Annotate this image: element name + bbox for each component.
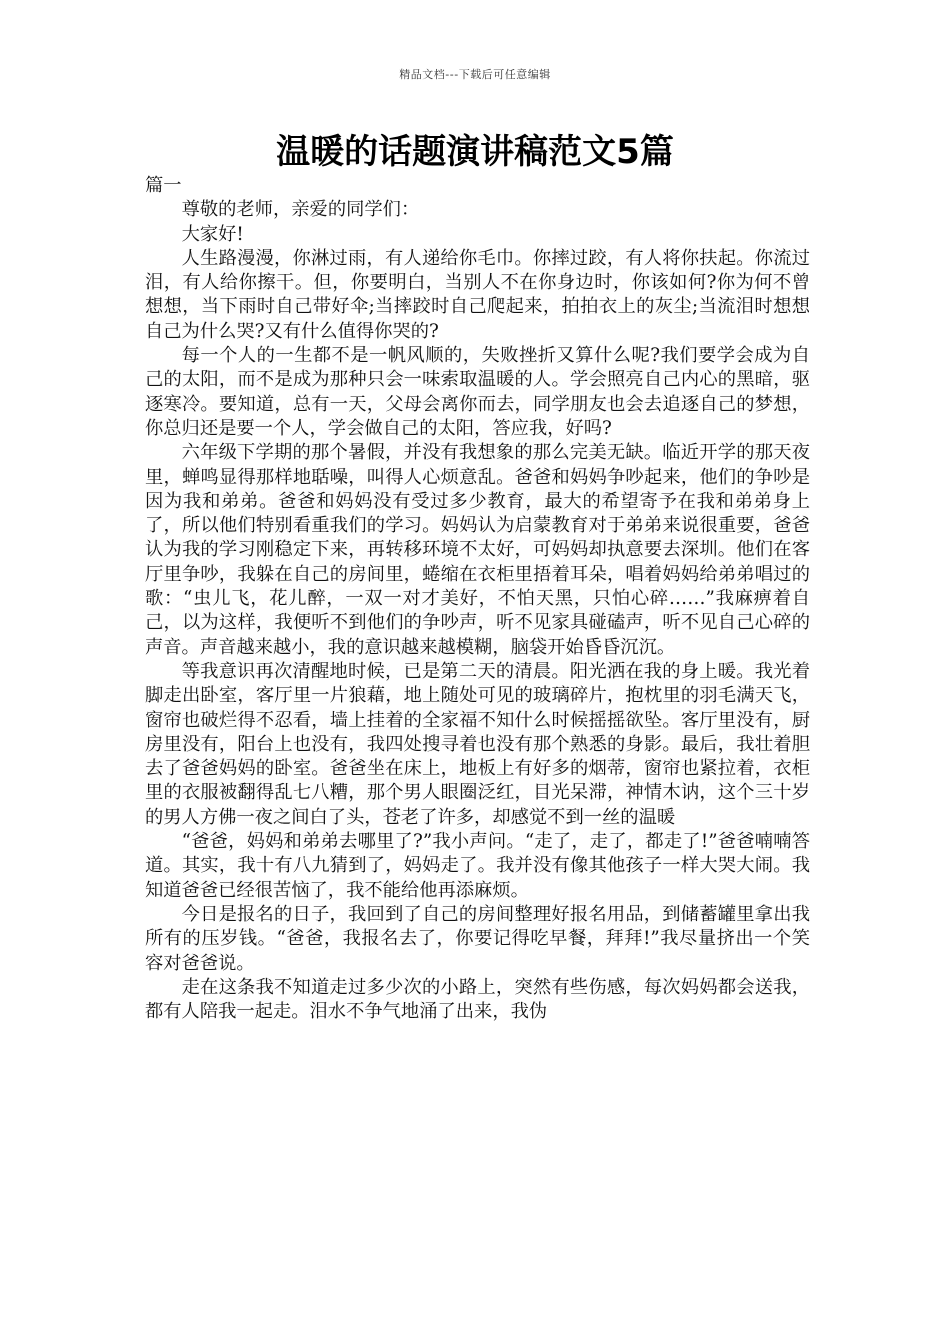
- document-title: 温暖的话题演讲稿范文5篇: [276, 132, 674, 172]
- paragraph: 等我意识再次清醒地时候，已是第二天的清晨。阳光洒在我的身上暖。我光着脚走出卧室，客厅里一片狼藉，地上随处可见的玻璃碎片，抱枕里的羽毛满天飞，窗帘也破烂得不忍看，墙上挂着的全家福不知什么时候摇摇欲坠。客厅里没有，厨房里没有，阳台上也没有，我四处搜寻着也没有那个熟悉的身影。最后，我壮着胆去了爸爸妈妈的卧室。爸爸坐在床上，地板上有好多的烟蒂，窗帘也紧拉着，衣柜里的衣服被翻得乱七八糟，那个男人眼圈泛红，目光呆滞，神情木讷，这个三十岁的男人方佛一夜之间白了头，苍老了许多，却感觉不到一丝的温暖: [145, 660, 810, 828]
- paragraph: 走在这条我不知道走过多少次的小路上，突然有些伤感，每次妈妈都会送我，都有人陪我一起走。泪水不争气地涌了出来，我伪: [145, 976, 810, 1023]
- paragraph: 六年级下学期的那个暑假，并没有我想象的那么完美无缺。临近开学的那天夜里，蝉鸣显得那样地聒噪，叫得人心烦意乱。爸爸和妈妈争吵起来，他们的争吵是因为我和弟弟。爸爸和妈妈没有受过多少教育，最大的希望寄予在我和弟弟身上了，所以他们特别看重我们的学习。妈妈认为启蒙教育对于弟弟来说很重要，爸爸认为我的学习刚稳定下来，再转移环境不太好，可妈妈却执意要去深圳。他们在客厅里争吵，我躲在自己的房间里，蜷缩在衣柜里捂着耳朵，唱着妈妈给弟弟唱过的歌：“虫儿飞，花儿醉，一双一对才美好，不怕天黑，只怕心碎……”我麻痹着自己，以为这样，我便听不到他们的争吵声，听不见家具碰磕声，听不见自己心碎的声音。声音越来越小，我的意识越来越模糊，脑袋开始昏昏沉沉。: [145, 442, 810, 658]
- paragraph: 每一个人的一生都不是一帆风顺的，失败挫折又算什么呢?我们要学会成为自己的太阳，而不是成为那种只会一味索取温暖的人。学会照亮自己内心的黑暗，驱逐寒冷。要知道，总有一天，父母会离你而去，同学朋友也会去追逐自己的梦想，你总归还是要一个人，学会做自己的太阳，答应我，好吗?: [145, 345, 810, 439]
- header-note: 精品文档---下载后可任意编辑: [399, 68, 551, 81]
- paragraph: 人生路漫漫，你淋过雨，有人递给你毛巾。你摔过跤，有人将你扶起。你流过泪，有人给你擦干。但，你要明白，当别人不在你身边时，你该如何?你为何不曾想想，当下雨时自己带好伞;当摔跤时自己爬起来，拍拍衣上的灰尘;当流泪时想想自己为什么哭?又有什么值得你哭的?: [145, 247, 810, 342]
- paragraph-greeting: 大家好!: [181, 223, 244, 245]
- document-body: [145, 174, 810, 1024]
- paragraph: “爸爸，妈妈和弟弟去哪里了?”我小声问。“走了，走了，都走了!”爸爸喃喃答道。其实，我十有八九猜到了，妈妈走了。我并没有像其他孩子一样大哭大闹。我知道爸爸已经很苦恼了，我不能给他再添麻烦。: [145, 831, 810, 901]
- section-label: 篇一: [145, 175, 182, 196]
- paragraph: 今日是报名的日子，我回到了自己的房间整理好报名用品，到储蓄罐里拿出我所有的压岁钱。“爸爸，我报名去了，你要记得吃早餐，拜拜!”我尽量挤出一个笑容对爸爸说。: [145, 903, 810, 974]
- paragraph-salutation: 尊敬的老师，亲爱的同学们：: [181, 199, 420, 221]
